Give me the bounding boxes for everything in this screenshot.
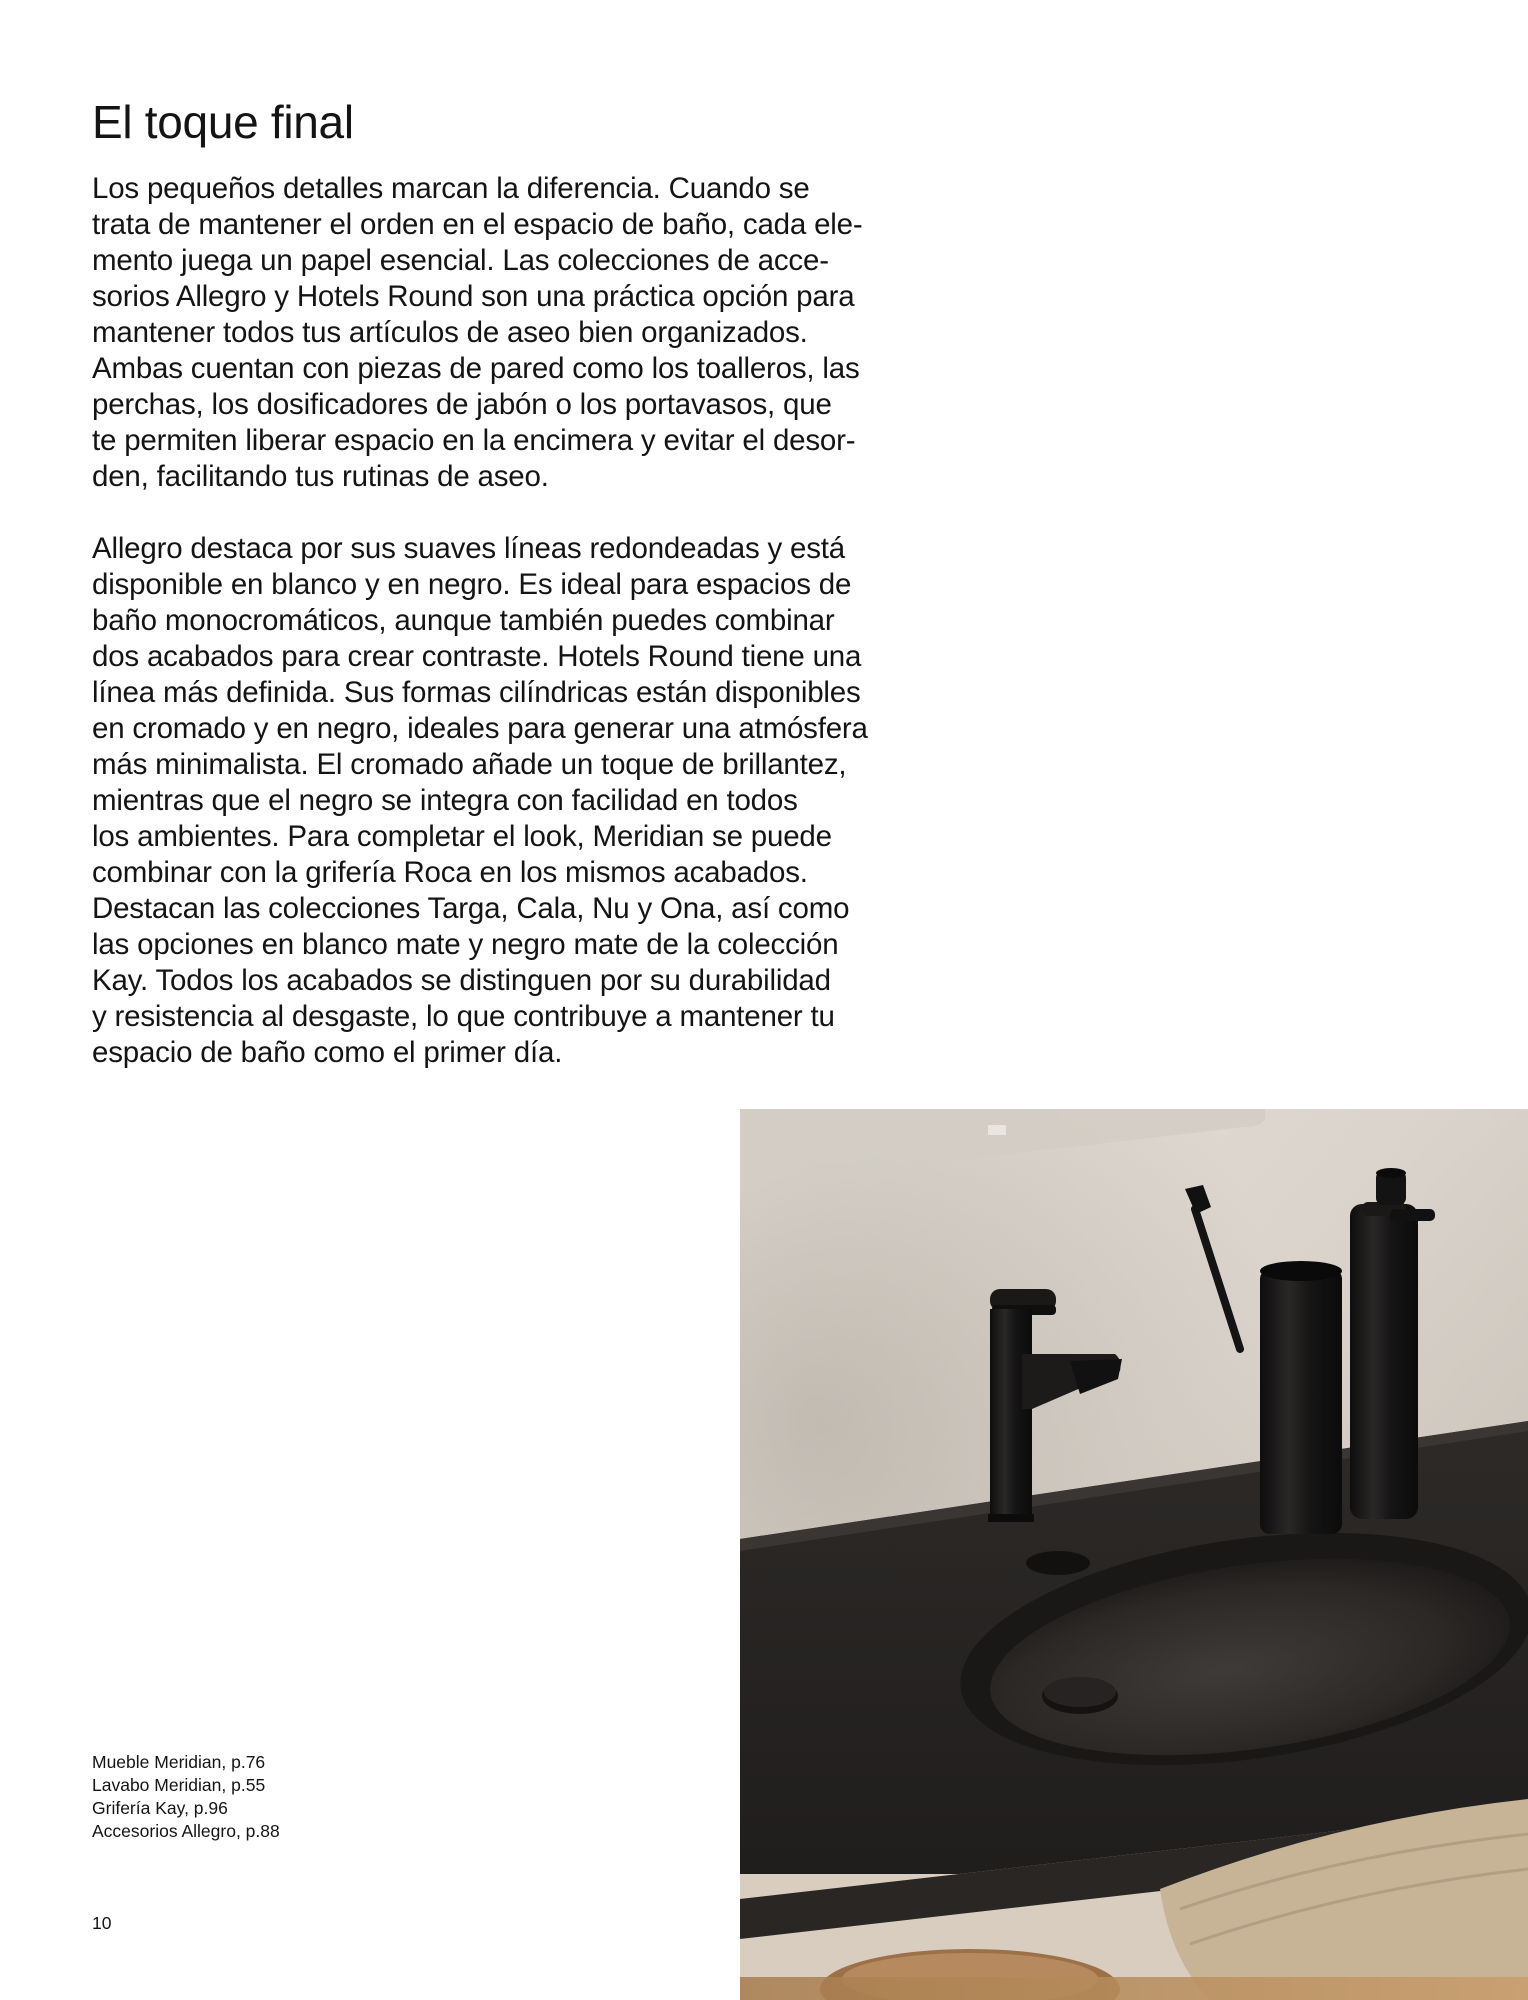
- paragraph-intro: Los pequeños detalles marcan la diferencia. Cuando se trata de mantener el orden en el espacio de baño, cada ele- mento juega un papel esencial. Las colecciones de acce- sorios Allegro y Hotels Round son una práctica opción para mantener todos tus artículos de aseo bien organizados. Ambas cuentan con piezas de pared como los toalleros, las perchas, los dosificadores de jabón o los portavasos, que te permiten liberar espacio en la encimera y evitar el desor- den, facilitando tus rutinas de aseo.: [92, 172, 863, 493]
- caption-griferia: Grifería Kay, p.96: [92, 1798, 228, 1818]
- page-number: 10: [92, 1913, 112, 1933]
- caption-lavabo: Lavabo Meridian, p.55: [92, 1775, 266, 1795]
- overflow-hole: [1026, 1551, 1090, 1575]
- caption-mueble: Mueble Meridian, p.76: [92, 1752, 266, 1772]
- paragraph-finishes: Allegro destaca por sus suaves líneas redondeadas y está disponible en blanco y en negro. Es ideal para espacios de baño monocromáticos, aunque también puedes combinar dos acabados para crear contraste. Hotels Round tiene una línea más definida. Sus formas cilíndricas están disponibles en cromado y en negro, ideales para generar una atmósfera más minimalista. El cromado añade un toque de brillantez, mientras que el negro se integra con facilidad en todos los ambientes. Para completar el look, Meridian se puede combinar con la grifería Roca en los mismos acabados. Destacan las colecciones Targa, Cala, Nu y Ona, así como las opciones en blanco mate y negro mate de la colección Kay. Todos los acabados se distinguen por su durabilidad y resistencia al desgaste, lo que contribuye a mantener tu espacio de baño como el primer día.: [92, 532, 868, 1069]
- bathroom-photo: [740, 1109, 1528, 2000]
- body-text: [92, 171, 972, 1071]
- caption-accesorios: Accesorios Allegro, p.88: [92, 1821, 280, 1841]
- page-title: El toque final: [92, 96, 354, 148]
- wooden-shelf-edge: [740, 1977, 1528, 2000]
- photo-captions: [92, 1751, 280, 1843]
